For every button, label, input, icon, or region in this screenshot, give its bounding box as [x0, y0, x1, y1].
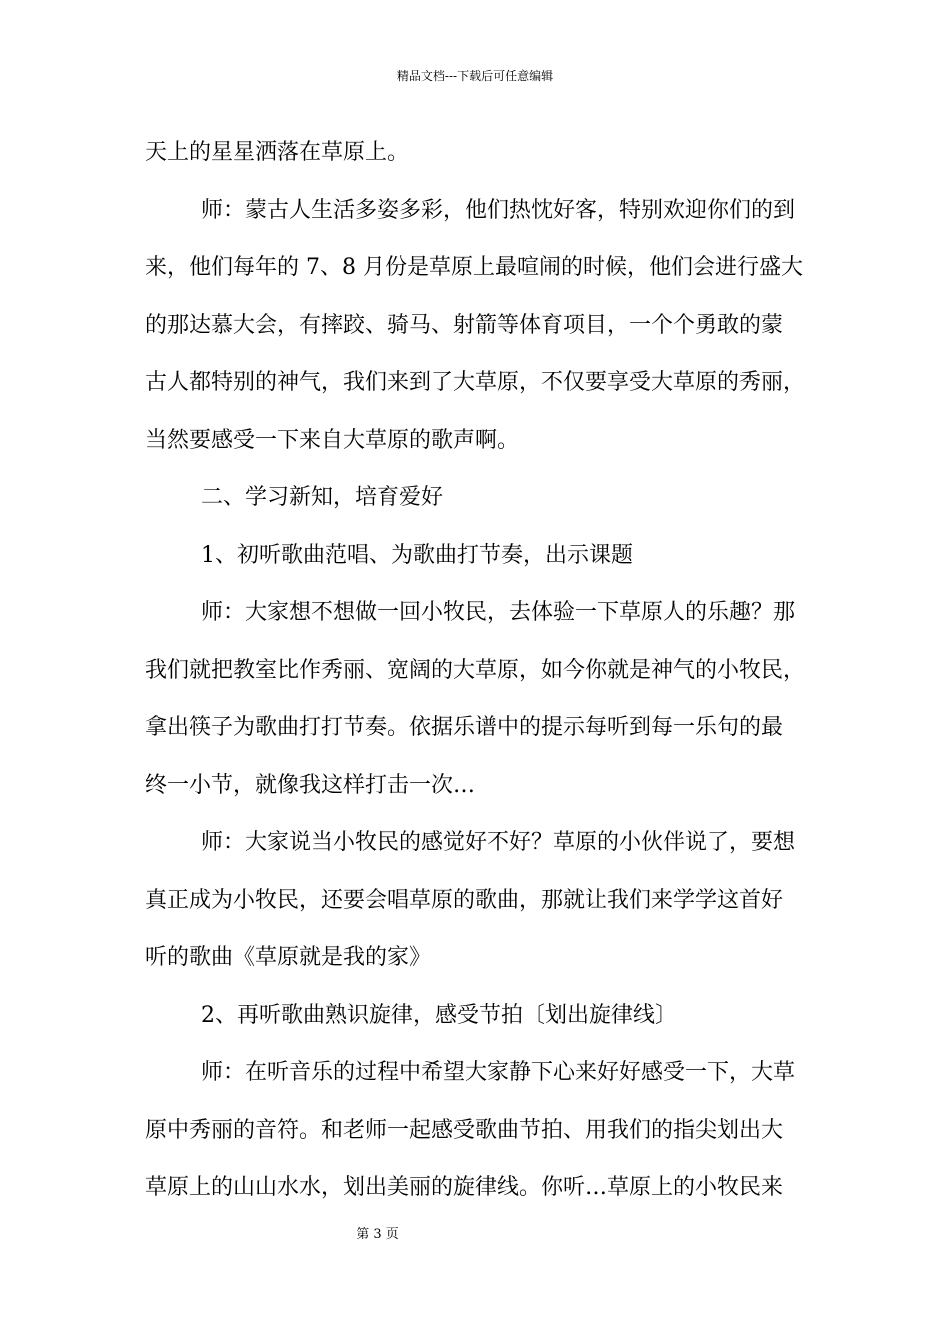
page-header: 精品文档---下载后可任意编辑 — [396, 69, 554, 83]
text-line: 的那达慕大会，有摔跤、骑马、射箭等体育项目，一个个勇敢的蒙 — [145, 312, 784, 338]
text-line: 来，他们每年的 7、8 月份是草原上最喧闹的时候，他们会进行盛大 — [145, 255, 803, 280]
text-line: 当然要感受一下来自大草原的歌声啊。 — [145, 427, 520, 453]
text-line: 终一小节，就像我这样打击一次… — [145, 772, 476, 798]
text-line: 我们就把教室比作秀丽、宽阔的大草原，如今你就是神气的小牧民， — [145, 657, 806, 683]
subsection-heading: 1、初听歌曲范唱、为歌曲打节奏，出示课题 — [201, 542, 633, 568]
subsection-heading: 2、再听歌曲熟识旋律，感受节拍〔划出旋律线〕 — [201, 1002, 677, 1028]
text-line: 师：大家想不想做一回小牧民，去体验一下草原人的乐趣？那 — [201, 600, 796, 625]
text-line: 真正成为小牧民，还要会唱草原的歌曲，那就让我们来学学这首好 — [145, 887, 784, 913]
text-line: 师：蒙古人生活多姿多彩，他们热忱好客，特别欢迎你们的到 — [201, 197, 796, 223]
section-heading: 二、学习新知，培育爱好 — [201, 485, 444, 510]
text-line: 原中秀丽的音符。和老师一起感受歌曲节拍、用我们的指尖划出大 — [145, 1117, 784, 1143]
text-line: 古人都特别的神气，我们来到了大草原，不仅要享受大草原的秀丽， — [145, 370, 806, 395]
text-line: 师：大家说当小牧民的感觉好不好？草原的小伙伴说了，要想 — [201, 830, 796, 855]
text-line: 听的歌曲《草原就是我的家》 — [145, 945, 432, 970]
document-body — [145, 124, 825, 1217]
text-line: 师：在听音乐的过程中希望大家静下心来好好感受一下，大草 — [201, 1060, 796, 1085]
page-number: 第 3 页 — [356, 1227, 399, 1242]
text-line: 拿出筷子为歌曲打打节奏。依据乐谱中的提示每听到每一乐句的最 — [145, 715, 784, 740]
text-line: 天上的星星洒落在草原上。 — [145, 140, 410, 165]
text-line: 草原上的山山水水，划出美丽的旋律线。你听…草原上的小牧民来 — [145, 1175, 784, 1200]
